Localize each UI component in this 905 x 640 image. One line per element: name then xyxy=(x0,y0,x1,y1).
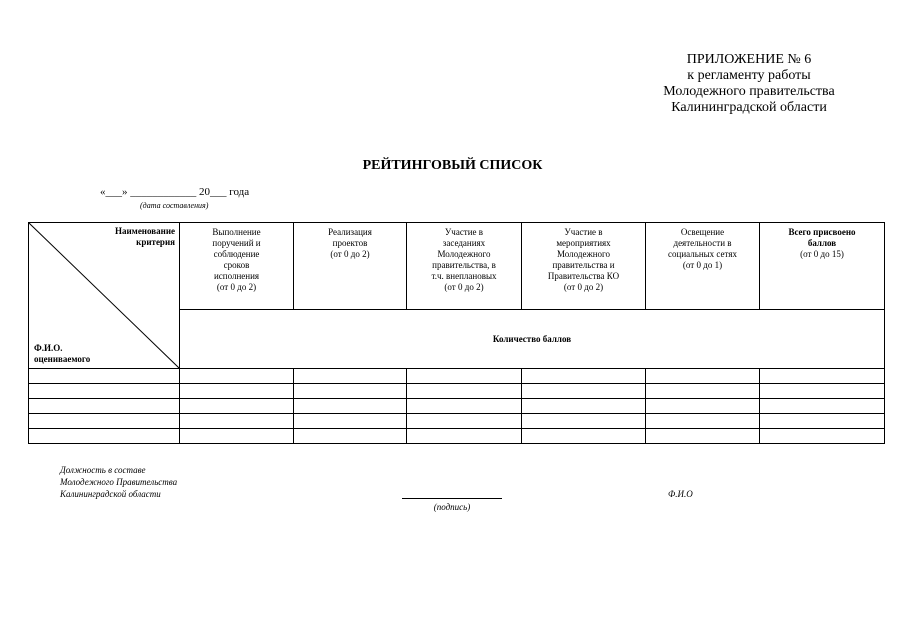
table-cell[interactable] xyxy=(294,414,407,429)
table-cell[interactable] xyxy=(407,384,522,399)
appendix-line: Калининградской области xyxy=(671,100,827,115)
table-cell[interactable] xyxy=(522,414,646,429)
table-cell[interactable] xyxy=(407,369,522,384)
table-cell[interactable] xyxy=(29,429,180,444)
table-row xyxy=(29,414,885,429)
table-cell[interactable] xyxy=(294,384,407,399)
appendix-header xyxy=(629,52,869,116)
fio-label: Ф.И.О. оцениваемого xyxy=(34,343,91,364)
table-cell[interactable] xyxy=(294,429,407,444)
table-cell[interactable] xyxy=(294,399,407,414)
appendix-number: ПРИЛОЖЕНИЕ № 6 xyxy=(686,52,812,67)
table-cell[interactable] xyxy=(180,429,294,444)
table-cell[interactable] xyxy=(407,414,522,429)
table-cell[interactable] xyxy=(180,399,294,414)
signature-line xyxy=(402,498,502,499)
date-caption: (дата составления) xyxy=(140,201,209,210)
criteria-name-label: Наименование критерия xyxy=(115,226,175,247)
criterion-events: Участие в мероприятиях Молодежного правительства и Правительства КО (от 0 до 2) xyxy=(522,223,646,310)
table-cell[interactable] xyxy=(522,429,646,444)
signature-caption: (подпись) xyxy=(433,502,471,512)
criterion-total xyxy=(760,223,885,310)
table-cell[interactable] xyxy=(407,399,522,414)
fio-signature-label: Ф.И.О xyxy=(668,489,693,499)
criterion-execution: Выполнение поручений и соблюдение сроков исполнения (от 0 до 2) xyxy=(180,223,294,310)
criterion-social-media: Освещение деятельности в социальных сетях (от 0 до 1) xyxy=(646,223,760,310)
criterion-meetings: Участие в заседаниях Молодежного правительства, в т.ч. внеплановых (от 0 до 2) xyxy=(407,223,522,310)
table-cell[interactable] xyxy=(29,399,180,414)
diagonal-header-cell xyxy=(29,223,180,369)
header-row xyxy=(29,223,885,310)
date-line: «___» ____________ 20___ года xyxy=(100,186,250,198)
appendix-line: Молодежного правительства xyxy=(663,84,835,99)
total-title: Всего присвоено баллов xyxy=(788,227,856,248)
table-cell[interactable] xyxy=(760,429,885,444)
table-row xyxy=(29,429,885,444)
table-cell[interactable] xyxy=(760,414,885,429)
table-cell[interactable] xyxy=(180,414,294,429)
criterion-projects: Реализация проектов (от 0 до 2) xyxy=(294,223,407,310)
table-cell[interactable] xyxy=(760,384,885,399)
table-cell[interactable] xyxy=(646,414,760,429)
table-cell[interactable] xyxy=(407,429,522,444)
table-cell[interactable] xyxy=(646,399,760,414)
score-label: Количество баллов xyxy=(180,310,885,369)
table-row xyxy=(29,369,885,384)
position-label: Должность в составе Молодежного Правительства Калининградской области xyxy=(60,465,178,499)
table-cell[interactable] xyxy=(29,384,180,399)
rating-table xyxy=(28,222,885,444)
table-cell[interactable] xyxy=(180,384,294,399)
table-cell[interactable] xyxy=(522,369,646,384)
total-range: (от 0 до 15) xyxy=(800,249,844,259)
table-cell[interactable] xyxy=(522,384,646,399)
table-cell[interactable] xyxy=(646,369,760,384)
table-cell[interactable] xyxy=(29,414,180,429)
table-cell[interactable] xyxy=(646,429,760,444)
table-cell[interactable] xyxy=(760,399,885,414)
table-cell[interactable] xyxy=(522,399,646,414)
table-cell[interactable] xyxy=(180,369,294,384)
table-cell[interactable] xyxy=(294,369,407,384)
table-cell[interactable] xyxy=(646,384,760,399)
document-title: РЕЙТИНГОВЫЙ СПИСОК xyxy=(362,158,543,173)
appendix-line: к регламенту работы xyxy=(687,68,811,83)
table-row xyxy=(29,384,885,399)
table-cell[interactable] xyxy=(29,369,180,384)
table-row xyxy=(29,399,885,414)
table-cell[interactable] xyxy=(760,369,885,384)
